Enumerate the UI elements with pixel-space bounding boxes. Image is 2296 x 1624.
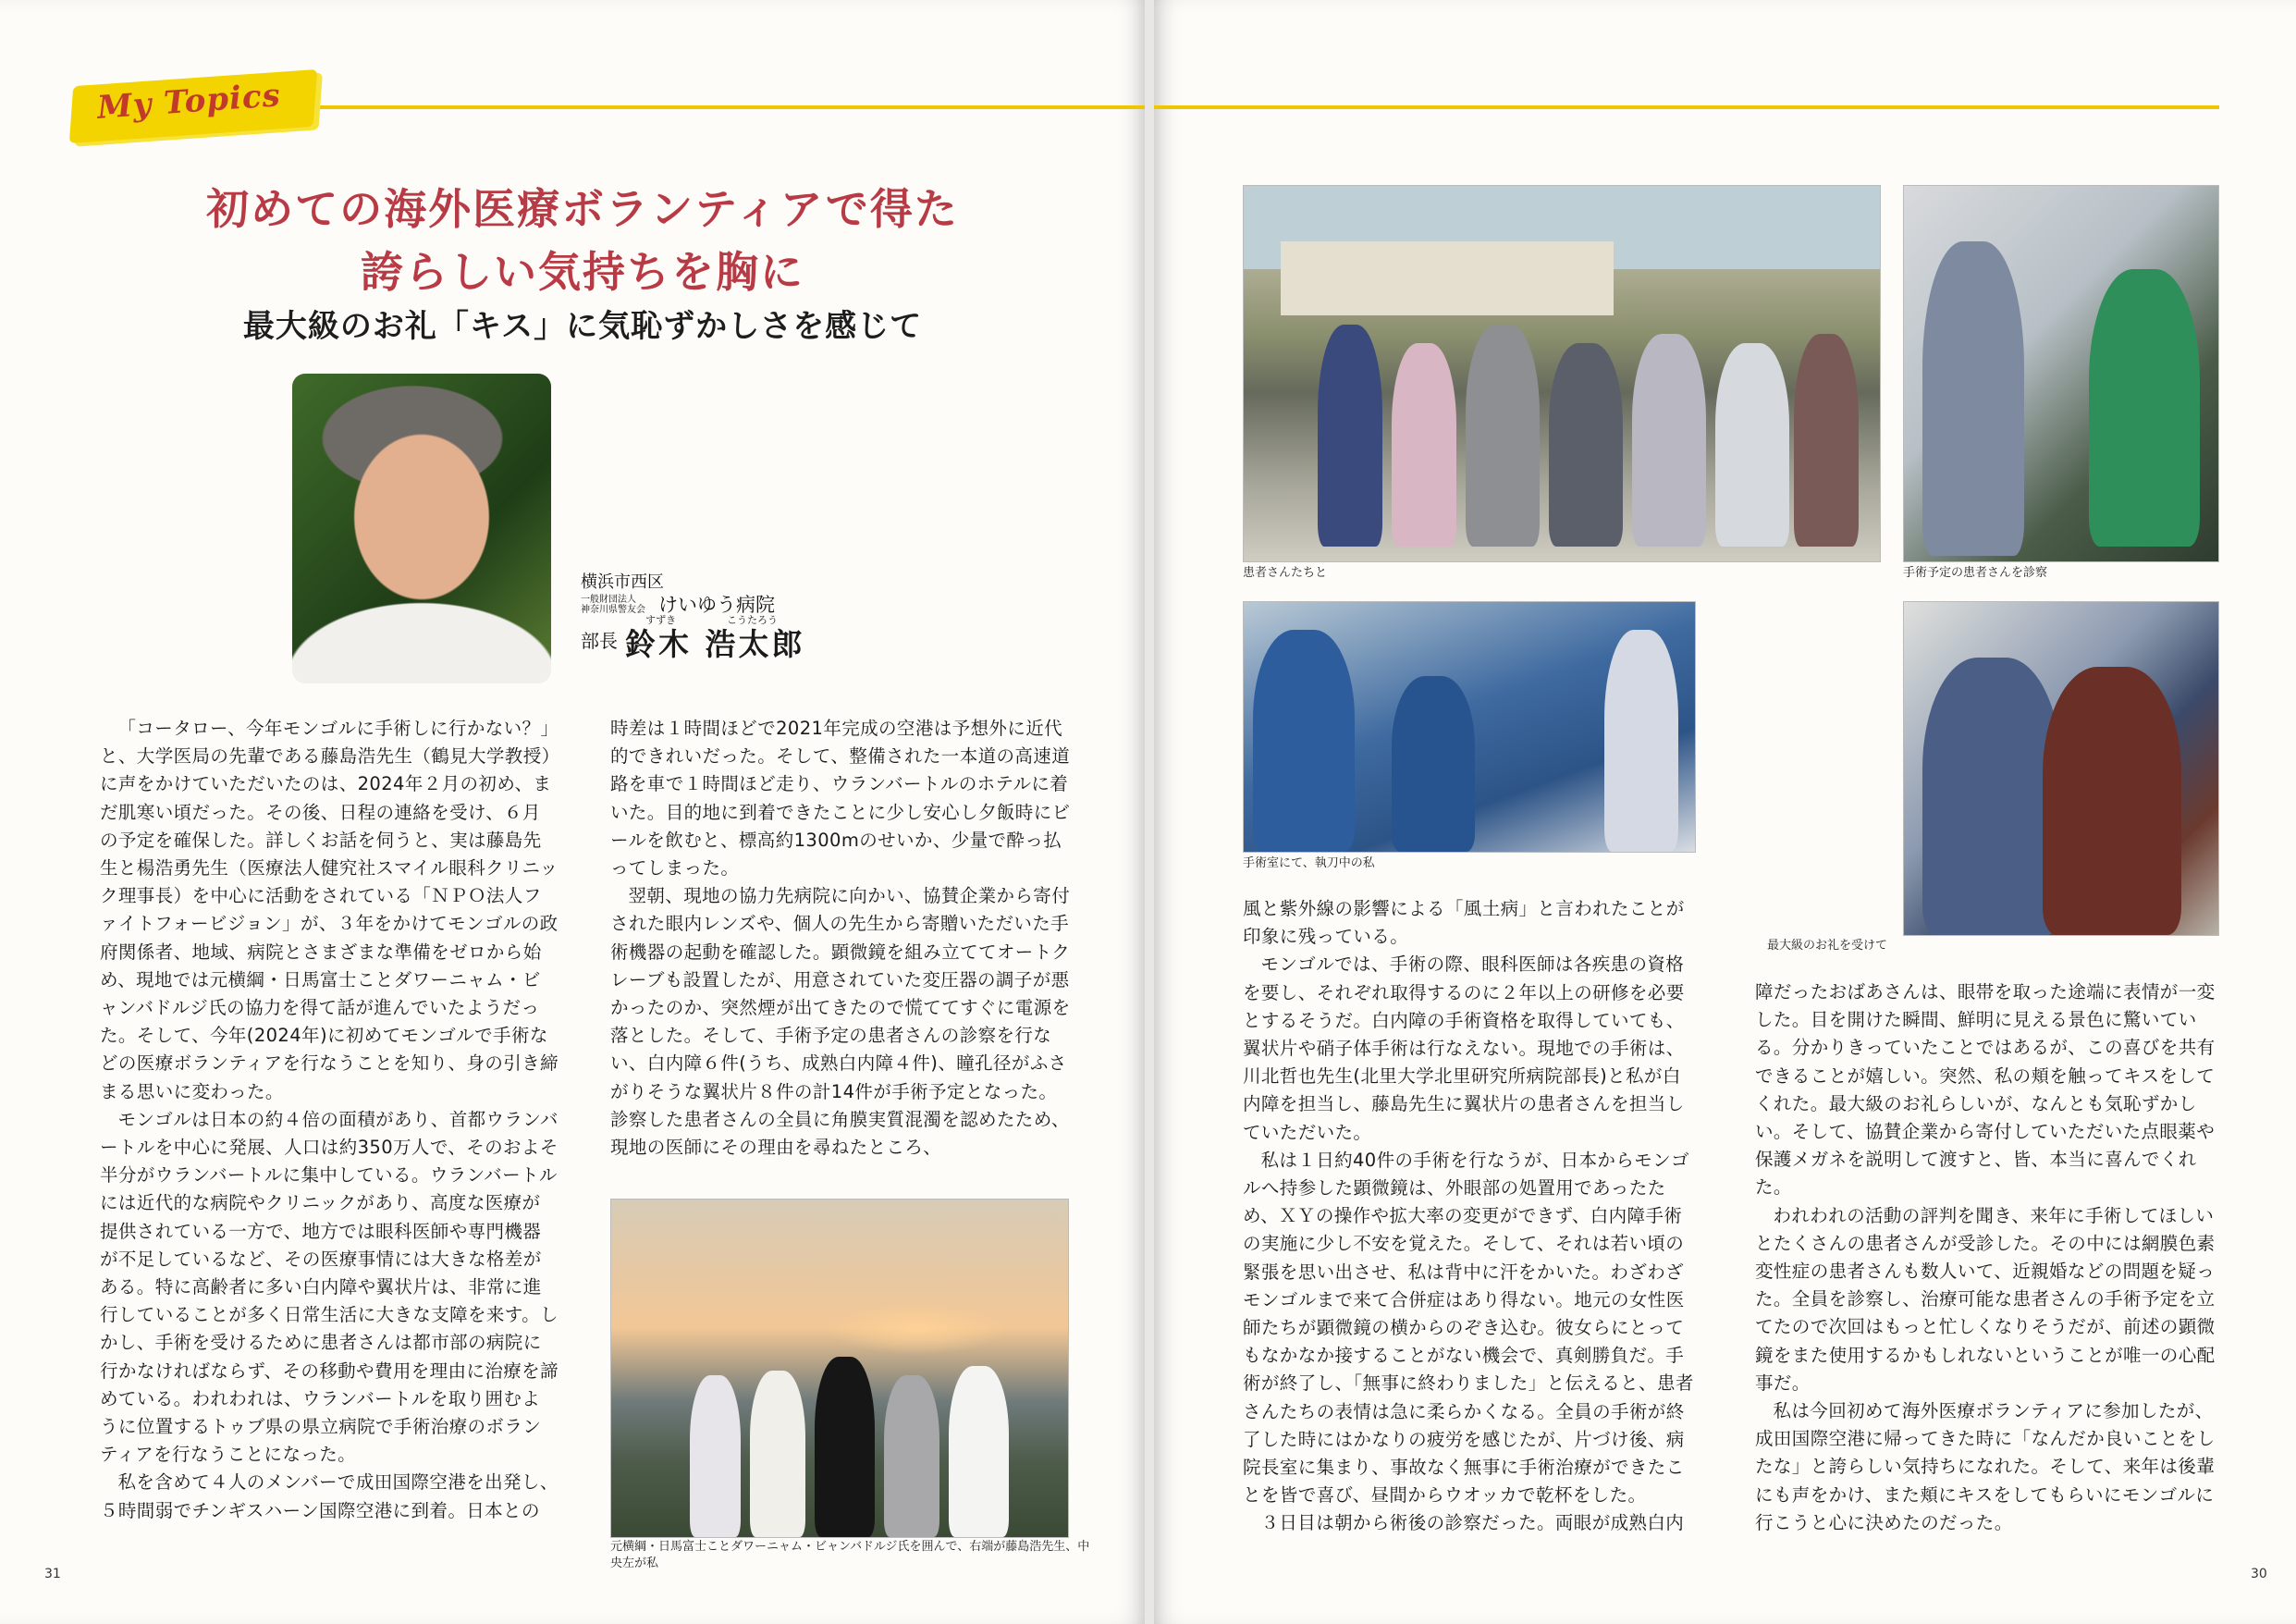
- caption-kiss: 最大級のお礼を受けて: [1767, 939, 1888, 953]
- photo-kiss-thanks: [1903, 601, 2219, 936]
- paragraph: 私を含めて４人のメンバーで成田国際空港を出発し、５時間弱でチンギスハーン国際空港に到着。日本との: [100, 1471, 559, 1521]
- page-number-left: 31: [44, 1567, 61, 1581]
- paragraph: 翌朝、現地の協力先病院に向かい、協賛企業から寄付された眼内レンズや、個人の先生から寄贈いただいた手術機器の起動を確認した。顕微鏡を組み立ててオートクレーブも設置したが、用意されていた変圧器の調子が悪かったのか、突然煙が出てきたので慌ててすぐに電源を落とした。そして、手術予定の患者さんの診察を行ない、白内障６件(うち、成熟白内障４件)、瞳孔径がふさがりそうな翼状片８件の計14件が手術予定となった。診察した患者さんの全員に角膜実質混濁を認めたため、現地の医師にその理由を尋ねたところ、: [610, 885, 1071, 1159]
- paragraph: 風と紫外線の影響による「風土病」と言われたことが印象に残っている。: [1243, 898, 1685, 948]
- author-org-small: 一般財団法人 神奈川県警友会: [581, 595, 645, 615]
- caption-operating-room: 手術室にて、執刀中の私: [1243, 856, 1375, 870]
- caption-patients: 患者さんたちと: [1243, 566, 1328, 580]
- paragraph: 時差は１時間ほどで2021年完成の空港は予想外に近代的できれいだった。そして、整備された一本道の高速道路を車で１時間ほど走り、ウランバートルのホテルに着いた。目的地に到着できたことに少し安心し夕飯時にビールを飲むと、標高約1300mのせいか、少量で酔っ払ってしまった。: [610, 718, 1071, 880]
- paragraph: ３日目は朝から術後の診察だった。両眼が成熟白内: [1260, 1512, 1685, 1534]
- header-rule: [268, 105, 1145, 109]
- photo-exam: [1903, 185, 2219, 562]
- page-number-right: 30: [2251, 1567, 2267, 1581]
- photo-operating-room: [1243, 601, 1696, 853]
- body-column-4: [1755, 978, 2217, 1537]
- section-label: My Topics: [95, 77, 282, 127]
- paragraph: 障だったおばあさんは、眼帯を取った途端に表情が一変した。目を開けた瞬間、鮮明に見える景色に驚いている。分かりきっていたことではあるが、この喜びを共有できることが嬉しい。突然、私の頬を触ってキスをしてくれた。最大級のお礼らしいが、なんとも気恥ずかしい。そして、協賛企業から寄付していただいた点眼薬や保護メガネを説明して渡すと、皆、本当に喜んでくれた。: [1755, 981, 2216, 1199]
- paragraph: モンゴルは日本の約４倍の面積があり、首都ウランバートルを中心に発展、人口は約350万人で、そのおよそ半分がウランバートルに集中している。ウランバートルには近代的な病院やクリニックがあり、高度な医療が提供されている一方で、地方では眼科医師や専門機器が不足しているなど、その医療事情には大きな格差がある。特に高齢者に多い白内障や翼状片は、非常に進行していることが多く日常生活に大きな支障を来す。しかし、手術を受けるために患者さんは都市部の病院に行かなければならず、その移動や費用を理由に治療を諦めている。われわれは、ウランバートルを取り囲むように位置するトゥブ県の県立病院で手術治療のボランティアを行なうことになった。: [100, 1108, 559, 1466]
- right-page: [1154, 0, 2296, 1624]
- body-column-3: [1243, 895, 1698, 1538]
- body-column-1: [100, 715, 559, 1525]
- left-page: [0, 0, 1145, 1624]
- author-hospital: けいゆう病院: [658, 594, 775, 616]
- name-ruby-family: すずき: [645, 614, 677, 626]
- author-name: 鈴木 浩太郎: [625, 626, 805, 662]
- paragraph: 私は今回初めて海外医療ボランティアに参加したが、成田国際空港に帰ってきた時に「なんだか良いことをしたな」と誇らしい気持ちになれた。そして、来年は後輩にも声をかけ、また頬にキスをしてもらいにモンゴルに行こうと心に決めたのだった。: [1755, 1400, 2216, 1533]
- paragraph: われわれの活動の評判を聞き、来年に手術してほしいとたくさんの患者さんが受診した。その中には網膜色素変性症の患者さんも数人いて、近親婚などの問題を疑った。全員を診察し、治療可能な患者さんの手術予定を立てたので次回はもっと忙しくなりそうだが、前述の顕微鏡をまた使用するかもしれないということが唯一の心配事だ。: [1755, 1204, 2216, 1394]
- article-subtitle: 最大級のお礼「キス」に気恥ずかしさを感じて: [242, 308, 923, 345]
- caption-exam: 手術予定の患者さんを診察: [1903, 566, 2048, 580]
- paragraph: 「コータロー、今年モンゴルに手術しに行かない？」と、大学医局の先輩である藤島浩先生（鶴見大学教授）に声をかけていただいたのは、2024年２月の初め、まだ肌寒い頃だった。その後、日程の連絡を受け、６月の予定を確保した。詳しくお話を伺うと、実は藤島先生と楊浩勇先生（医療法人健究社スマイル眼科クリニック理事長）を中心に活動をされている「ＮＰＯ法人ファイトフォービジョン」が、３年をかけてモンゴルの政府関係者、地域、病院とさまざまな準備をゼロから始め、現地では元横綱・日馬富士ことダワーニャム・ビャンバドルジ氏の協力を得て話が進んでいたようだった。そして、今年(2024年)に初めてモンゴルで手術などの医療ボランティアを行なうことを知り、身の引き締まる思いに変わった。: [100, 718, 559, 1102]
- photo-sunset-group: [610, 1199, 1069, 1538]
- author-role: 部長: [581, 630, 618, 652]
- body-column-2: [610, 715, 1073, 1162]
- name-ruby-given: こうたろう: [727, 614, 778, 626]
- photo-patients-group: [1243, 185, 1881, 562]
- author-ward: 横浜市西区: [581, 572, 664, 592]
- author-portrait: [292, 374, 551, 683]
- header-rule: [1154, 105, 2219, 109]
- article-title-line1: 初めての海外医療ボランティアで得た: [206, 184, 959, 234]
- article-title-line2: 誇らしい気持ちを胸に: [361, 247, 804, 297]
- paragraph: 私は１日約40件の手術を行なうが、日本からモンゴルへ持参した顕微鏡は、外眼部の処置用であったため、ＸＹの操作や拡大率の変更ができず、白内障手術の実施に少し不安を覚えた。そして、それは若い頃の緊張を思い出させ、私は背中に汗をかいた。わざわざモンゴルまで来て合併症はあり得ない。地元の女性医師たちが顕微鏡の横からのぞき込む。彼女らにとってもなかなか接することがない機会で、真剣勝負だ。手術が終了し、「無事に終わりました」と伝えると、患者さんたちの表情は急に柔らかくなる。全員の手術が終了した時にはかなりの疲労を感じたが、片づけ後、病院長室に集まり、事故なく無事に手術治療ができたことを皆で喜び、昼間からウオッカで乾杯をした。: [1243, 1149, 1694, 1507]
- caption-sunset: 元横綱・日馬富士ことダワーニャム・ビャンバドルジ氏を囲んで、右端が藤島浩先生、中央左が私: [610, 1540, 1090, 1570]
- paragraph: モンゴルでは、手術の際、眼科医師は各疾患の資格を要し、それぞれ取得するのに２年以上の研修を必要とするそうだ。白内障の手術資格を取得していても、翼状片や硝子体手術は行なえない。現地での手術は、川北哲也先生(北里大学北里研究所病院部長)と私が白内障を担当し、藤島先生に翼状片の患者さんを担当していただいた。: [1243, 953, 1685, 1143]
